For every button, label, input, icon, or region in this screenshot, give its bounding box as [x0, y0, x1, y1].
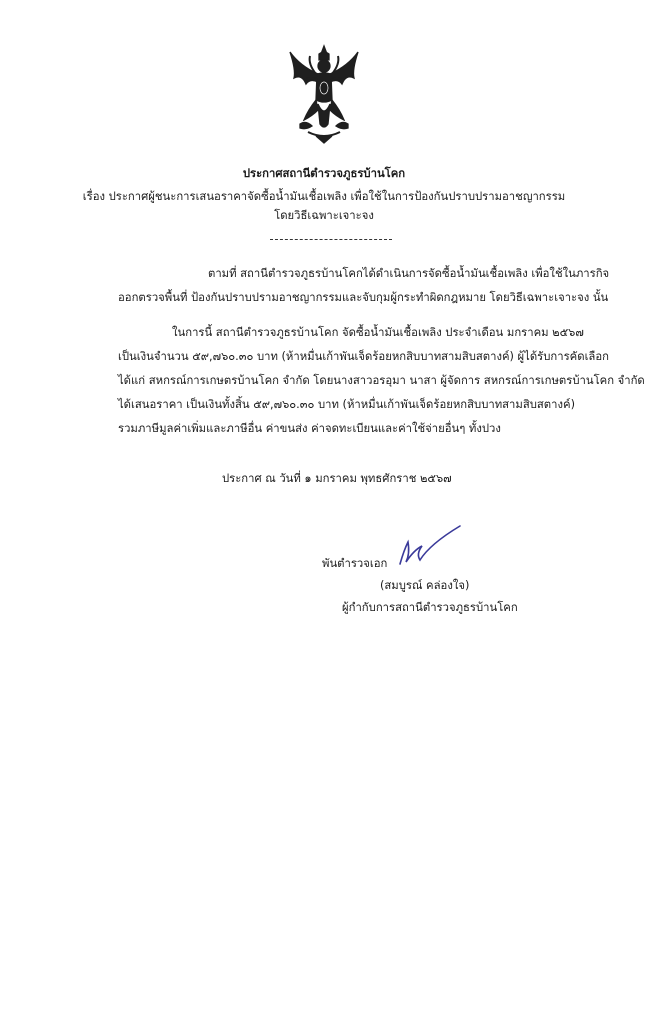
paragraph-2-line-4: ได้เสนอราคา เป็นเงินทั้งสิ้น ๕๙,๗๖๐.๓๐ บาท (ห้าหมื่นเก้าพันเจ็ดร้อยหกสิบบาทสามสิบสตางค์) [118, 398, 575, 411]
paragraph-1-line-2: ออกตรวจพื้นที่ ป้องกันปราบปรามอาชญากรรมและจับกุมผู้กระทำผิดกฎหมาย โดยวิธีเฉพาะเจาะจง นั้น [118, 291, 609, 304]
signature-mark [396, 520, 462, 566]
paragraph-2-line-1: ในการนี้ สถานีตำรวจภูธรบ้านโคก จัดซื้อน้ำมันเชื้อเพลิง ประจำเดือน มกราคม ๒๕๖๗ [172, 326, 584, 339]
signer-rank: พันตำรวจเอก [322, 557, 388, 570]
paragraph-1-line-1: ตามที่ สถานีตำรวจภูธรบ้านโคกได้ดำเนินการจัดซื้อน้ำมันเชื้อเพลิง เพื่อใช้ในภารกิจ [208, 267, 610, 280]
subject-line-1: เรื่อง ประกาศผู้ชนะการเสนอราคาจัดซื้อน้ำมันเชื้อเพลิง เพื่อใช้ในการป้องกันปราบปรามอาชญากรรม [82, 190, 566, 203]
paragraph-2-line-2: เป็นเงินจำนวน ๕๙,๗๖๐.๓๐ บาท (ห้าหมื่นเก้าพันเจ็ดร้อยหกสิบบาทสามสิบสตางค์) ผู้ได้รับการคัดเลือก [118, 350, 609, 363]
announcement-date: ประกาศ ณ วันที่ ๑ มกราคม พุทธศักราช ๒๕๖๗ [222, 472, 452, 485]
announcement-title: ประกาศสถานีตำรวจภูธรบ้านโคก [242, 167, 406, 180]
signer-name: (สมบูรณ์ คล่องใจ) [380, 579, 470, 592]
paragraph-2-line-5: รวมภาษีมูลค่าเพิ่มและภาษีอื่น ค่าขนส่ง ค่าจดทะเบียนและค่าใช้จ่ายอื่นๆ ทั้งปวง [118, 422, 501, 435]
signer-position: ผู้กำกับการสถานีตำรวจภูธรบ้านโคก [342, 601, 518, 614]
divider [270, 239, 392, 241]
paragraph-2-line-3: ได้แก่ สหกรณ์การเกษตรบ้านโคก จำกัด โดยนางสาวอรอุมา นาสา ผู้จัดการ สหกรณ์การเกษตรบ้านโคก จำกัด [118, 374, 645, 387]
subject-line-2: โดยวิธีเฉพาะเจาะจง [274, 209, 374, 222]
garuda-emblem-icon [286, 44, 362, 144]
